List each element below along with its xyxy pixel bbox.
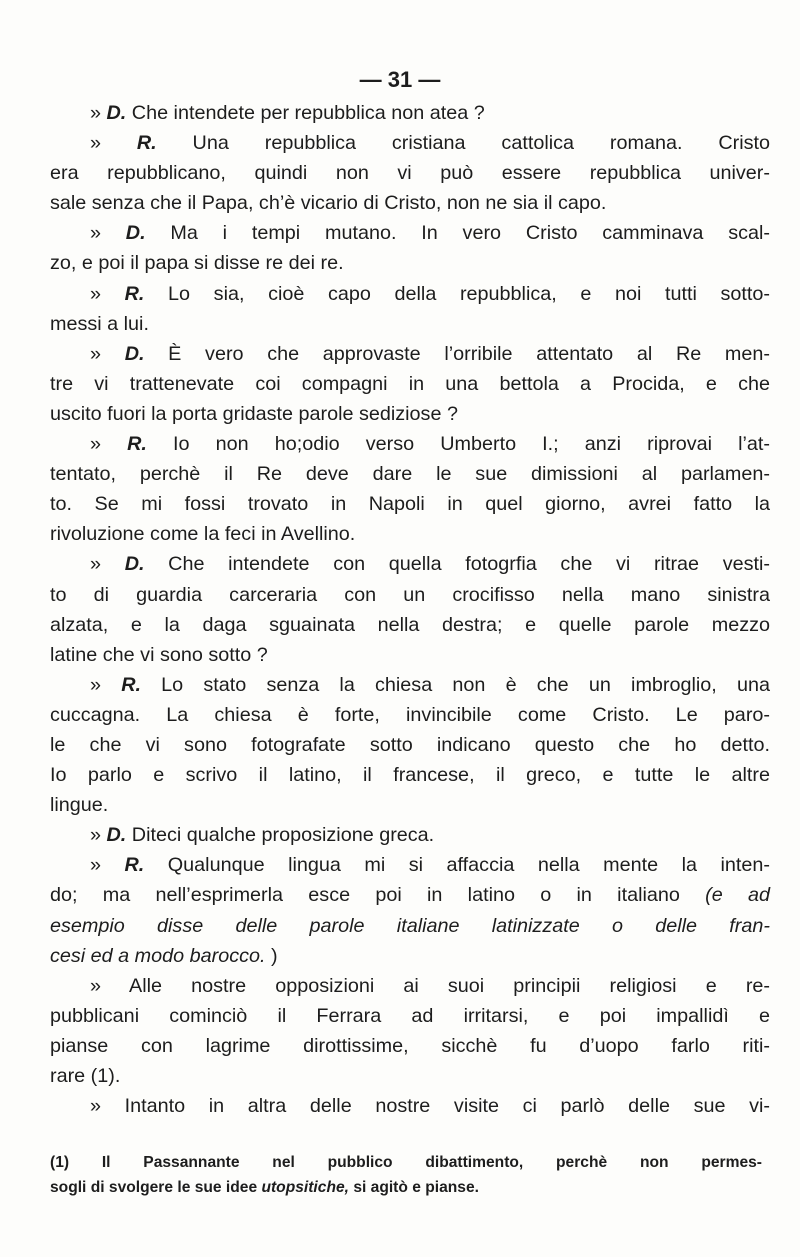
text-run: utopsitiche, [261,1179,349,1196]
text-run: alzata, e la daga sguainata nella destra; e quelle parole mezzo [50,613,770,636]
text-run: cesi ed a modo barocco. [50,944,266,967]
text-run: » Intanto in altra delle nostre visite ci parlò delle sue vi- [90,1095,770,1118]
text-line [50,339,770,369]
text-run: » [90,282,125,305]
text-run: » [90,433,128,456]
text-line [50,279,770,309]
text-run: Lo sia, cioè capo della repubblica, e noi tutti sotto- [144,282,771,305]
text-line [50,399,770,429]
text-run: Lo stato senza la chiesa non è che un imbroglio, una [140,673,770,696]
text-line [50,98,770,128]
text-line [50,218,770,248]
footnote-line [50,1175,762,1200]
body-text [50,98,770,1121]
text-line [50,700,770,730]
page-number: — 31 — [359,67,441,92]
text-run: rivoluzione come la feci in Avellino. [50,523,356,546]
text-run: cuccagna. La chiesa è forte, invincibile come Cristo. Le paro- [50,703,770,726]
text-line [50,760,770,790]
text-run: tre vi trattenevate coi compagni in una bettola a Procida, e che [50,372,770,395]
text-run: » [90,222,126,245]
text-line [50,1001,770,1031]
text-line [50,640,770,670]
text-run: sale senza che il Papa, ch’è vicario di Cristo, non ne sia il capo. [50,192,607,215]
text-run: D. [125,222,146,245]
text-line [50,1031,770,1061]
text-run: D. [124,553,145,576]
text-run: » [90,342,125,365]
text-run: rare (1). [50,1065,121,1087]
text-line [50,790,770,820]
text-run: » [90,673,122,696]
text-line [50,188,770,218]
text-line [50,580,770,610]
text-line [50,941,770,971]
text-run: » [90,102,107,124]
text-run: zo, e poi il papa si disse re dei re. [50,252,344,275]
text-run: R. [127,433,147,456]
text-run: » [90,553,125,576]
text-run: pianse con lagrime dirottissime, sicchè fu d’uopo farlo riti- [50,1034,770,1057]
text-run: (e ad [705,884,770,907]
text-run: ) [265,944,278,967]
text-line [50,670,770,700]
text-line [50,880,770,910]
text-run: R. [136,132,157,155]
text-run: Io non ho;odio verso Umberto I.; anzi riprovai l’at- [146,433,771,456]
text-run: » [90,824,107,847]
text-run: D. [124,342,145,365]
text-run: È vero che approvaste l’orribile attentato al Re men- [144,342,770,365]
text-run: Diteci qualche proposizione greca. [126,824,435,847]
text-run: pubblicani cominciò il Ferrara ad irritarsi, e poi impallidì e [50,1004,770,1027]
footnote [50,1150,762,1200]
text-line [50,911,770,941]
text-line [50,489,770,519]
text-line [50,429,770,459]
text-run: tentato, perchè il Re deve dare le sue dimissioni al parlamen- [50,463,770,486]
text-run: si agitò e pianse. [348,1179,479,1196]
text-run: R. [124,854,145,877]
text-run: Qualunque lingua mi si affaccia nella mente la inten- [144,854,771,877]
text-line [50,459,770,489]
text-line [50,971,770,1001]
text-line [50,1061,770,1091]
text-run: esempio disse delle parole italiane latinizzate o delle fran- [50,914,770,937]
text-run: Io parlo e scrivo il latino, il francese, il greco, e tutte le altre [50,764,770,787]
text-run: » Alle nostre opposizioni ai suoi principii religiosi e re- [90,974,770,997]
text-run: R. [124,282,145,305]
text-line [50,248,770,278]
text-line [50,820,770,850]
text-run: do; ma nell’esprimerla esce poi in latino o in italiano [50,884,706,907]
text-run: D. [106,824,127,847]
footnote-line [50,1150,762,1175]
text-run: uscito fuori la porta gridaste parole sediziose ? [50,402,458,425]
text-run: » [90,132,137,155]
text-line [50,850,770,880]
text-line [50,610,770,640]
text-line [50,549,770,579]
text-run: D. [106,102,127,124]
text-run: era repubblicano, quindi non vi può essere repubblica univer- [50,162,770,185]
text-run: to di guardia carceraria con un crocifisso nella mano sinistra [50,583,770,606]
text-line [50,309,770,339]
text-run: R. [121,673,141,696]
text-run: Che intendete per repubblica non atea ? [126,102,485,124]
text-run: Che intendete con quella fotogrfia che vi ritrae vesti- [144,553,770,576]
text-line [50,1091,770,1121]
text-run: Ma i tempi mutano. In vero Cristo camminava scal- [145,222,770,245]
text-run: Una repubblica cristiana cattolica romana. Cristo [156,132,770,155]
text-run: messi a lui. [50,312,149,335]
text-line [50,730,770,760]
text-run: to. Se mi fossi trovato in Napoli in quel giorno, avrei fatto la [50,493,770,516]
text-run: lingue. [50,794,109,817]
text-line [50,369,770,399]
text-run: sogli di svolgere le sue idee [50,1179,262,1196]
text-line [50,128,770,158]
text-line [50,519,770,549]
text-run: » [90,854,125,877]
text-run: (1) Il Passannante nel pubblico dibattimento, perchè non permes- [50,1154,762,1171]
text-run: latine che vi sono sotto ? [50,643,268,666]
text-run: le che vi sono fotografate sotto indicano questo che ho detto. [50,733,770,756]
text-line [50,158,770,188]
